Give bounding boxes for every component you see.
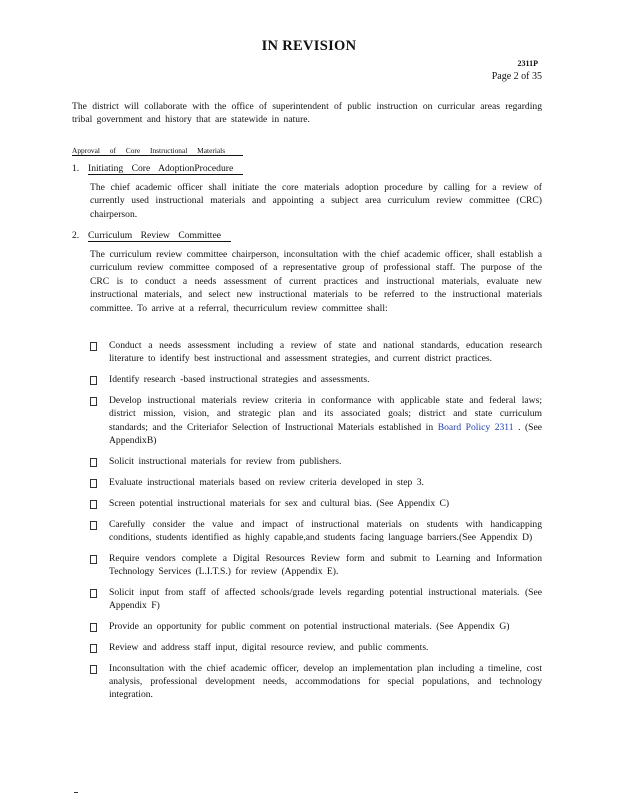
- item-number: 1.: [72, 163, 80, 174]
- list-item: Provide an opportunity for public comment on potential instructional materials. (See Appendix G): [90, 620, 542, 633]
- checkbox-bullet-icon: [90, 342, 97, 351]
- checkbox-bullet-icon: [90, 589, 97, 598]
- list-item: Develop instructional materials review criteria in conformance with applicable state and federal laws; district mission, vision, and strategic plan and its associated goals; district and state curriculum standards; and the Criteriafor Selection of Instructional Materials established in Board Policy 2311 . (See AppendixB): [90, 394, 542, 447]
- list-item: Require vendors complete a Digital Resources Review form and submit to Learning and Information Technology Services (L.I.T.S.) for review (Appendix E).: [90, 552, 542, 579]
- bullet-list: [90, 339, 542, 709]
- list-item: Solicit input from staff of affected schools/grade levels regarding potential instructional materials. (See Appendix F): [90, 586, 542, 613]
- checkbox-bullet-icon: [90, 521, 97, 530]
- list-item: Identify research -based instructional strategies and assessments.: [90, 373, 542, 386]
- checkbox-bullet-icon: [90, 555, 97, 564]
- item-body: The curriculum review committee chairperson, inconsultation with the chief academic officer, shall establish a curriculum review committee composed of a representative group of professional staff. The purpose of the CRC is to conduct a needs assessment of current practices and instructional materials, evaluate new instructional materials, and select new instructional materials to be referred to the instructional materials committee. To arrive at a referral, thecurriculum review committee shall:: [90, 249, 542, 314]
- list-item-1: [72, 162, 542, 221]
- checkbox-bullet-icon: [90, 500, 97, 509]
- section-heading: Approval of Core Instructional Materials: [72, 146, 243, 156]
- checkbox-bullet-icon: [90, 458, 97, 467]
- page-title: IN REVISION: [261, 38, 357, 54]
- checkbox-bullet-icon: [90, 623, 97, 632]
- intro-paragraph: The district will collaborate with the office of superintendent of public instruction on curricular areas regarding tribal government and history that are statewide in nature.: [72, 101, 542, 125]
- list-item: Solicit instructional materials for review from publishers.: [90, 455, 542, 468]
- checkbox-bullet-icon: [90, 397, 97, 406]
- list-item: Carefully consider the value and impact of instructional materials on students with handicapping conditions, students identified as highly capable,and students facing language barriers.(See Appendix D): [90, 518, 542, 545]
- item-body: The chief academic officer shall initiate the core materials adoption procedure by calling for a review of currently used instructional materials and appointing a subject area curriculum review committee (CRC) chairperson.: [90, 182, 542, 220]
- checkbox-bullet-icon: [90, 479, 97, 488]
- checkbox-bullet-icon: [90, 665, 97, 674]
- item-heading: Curriculum Review Committee: [88, 230, 231, 242]
- checkbox-bullet-icon: [90, 644, 97, 653]
- footer-mark: [74, 792, 78, 793]
- board-policy-link[interactable]: Board Policy 2311: [437, 421, 514, 433]
- list-item-2: [72, 229, 542, 315]
- list-item: Conduct a needs assessment including a review of state and national standards, education research literature to identify best instructional and assessment strategies, and current district practices.: [90, 339, 542, 366]
- checkbox-bullet-icon: [90, 376, 97, 385]
- item-heading: Initiating Core AdoptionProcedure: [88, 163, 243, 175]
- policy-code: 2311P: [517, 59, 538, 68]
- item-number: 2.: [72, 230, 80, 241]
- page-number: Page 2 of 35: [491, 71, 542, 82]
- list-item: Review and address staff input, digital resource review, and public comments.: [90, 641, 542, 654]
- list-item: Screen potential instructional materials for sex and cultural bias. (See Appendix C): [90, 497, 542, 510]
- list-item: Inconsultation with the chief academic officer, develop an implementation plan including a timeline, cost analysis, professional development needs, accommodations for special populations, and technology integration.: [90, 662, 542, 702]
- list-item: Evaluate instructional materials based on review criteria developed in step 3.: [90, 476, 542, 489]
